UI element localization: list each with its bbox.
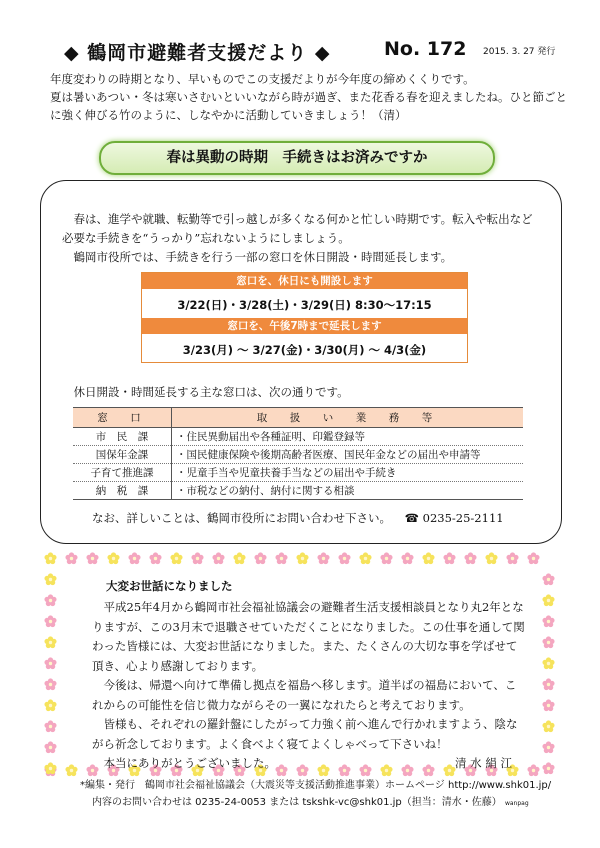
flower-icon <box>338 550 351 563</box>
flower-icon <box>527 762 540 775</box>
thanks-closing: 本当にありがとうございました。 <box>103 756 276 770</box>
intro-line-1: 年度変わりの時期となり、早いものでこの支援だよりが今年度の締めくくりです。 <box>50 72 475 86</box>
intro-text <box>34 70 574 124</box>
issue-date: 2015. 3. 27 発行 <box>483 47 556 57</box>
services-table <box>73 407 523 500</box>
table-cell: 国保年金課 <box>73 446 172 464</box>
issue-number: No. 172 <box>384 38 467 60</box>
flower-icon <box>296 550 309 563</box>
table-header: 取 扱 い 業 務 等 <box>172 408 524 428</box>
thanks-para-4 <box>92 754 526 774</box>
flower-icon <box>422 550 435 563</box>
flower-icon <box>542 760 555 773</box>
table-row <box>73 446 523 464</box>
flower-icon <box>44 676 57 689</box>
flower-icon <box>542 655 555 668</box>
thanks-title: 大変お世話になりました <box>106 579 233 593</box>
thanks-message <box>92 598 526 774</box>
flower-icon <box>542 718 555 731</box>
extend-header: 窓口を、午後7時まで延長します <box>142 318 467 334</box>
footer-line-2 <box>80 794 550 812</box>
table-row <box>73 464 523 482</box>
table-header: 窓 口 <box>73 408 172 428</box>
table-cell: ・住民異動届出や各種証明、印鑑登録等 <box>172 428 524 446</box>
contact-line <box>92 510 552 526</box>
table-cell: 子育て推進課 <box>73 464 172 482</box>
flower-icon <box>401 550 414 563</box>
flower-icon <box>128 550 141 563</box>
thanks-para-2: 今後は、帰還へ向けて準備し拠点を福島へ移します。道半ばの福島において、これからの可能性を信じ微力ながらその一翼になれたらと考えております。 <box>92 678 517 712</box>
flower-icon <box>65 550 78 563</box>
flower-icon <box>527 550 540 563</box>
panel-para-1: 春は、進学や就職、転勤等で引っ越しが多くなる何かと忙しい時期です。転入や転出など必要な手続きを“うっかり”忘れないようにしましょう。 <box>62 212 533 245</box>
flower-icon <box>149 550 162 563</box>
thanks-para-1: 平成25年4月から鶴岡市社会福祉協議会の避難者生活支援相談員となり丸2年となりますが、この3月末で退職させていただくことになりました。この仕事を通して関わった皆様には、大変お世話になりました。また、たくさんの大切な事を学ばせて頂き、心より感謝しております。 <box>92 600 525 673</box>
panel-paragraph-3 <box>62 383 542 402</box>
flower-icon <box>44 718 57 731</box>
thanks-para-3: 皆様も、それぞれの羅針盤にしたがって力強く前へ進んで行かれますよう、陰ながら祈念しております。よく食べよく寝てよくしゃべって下さいね！ <box>92 717 518 751</box>
intro-line-2: 夏は暑いあつい・冬は寒いさむいといいながら時が過ぎ、また花香る春を迎えましたね。ひと節ごとに強く伸びる竹のように、しなやかに活動していきましょう！（清） <box>50 90 568 122</box>
flower-icon <box>542 634 555 647</box>
flower-icon <box>359 550 372 563</box>
flower-icon <box>542 613 555 626</box>
table-cell: ・国民健康保険や後期高齢者医療、国民年金などの届出や申請等 <box>172 446 524 464</box>
holiday-header: 窓口を、休日にも開設します <box>142 273 467 289</box>
flower-icon <box>107 550 120 563</box>
flower-icon <box>86 550 99 563</box>
flower-icon <box>542 676 555 689</box>
panel-para-3: 休日開設・時間延長する主な窓口は、次の通りです。 <box>62 385 349 399</box>
panel-para-2: 鶴岡市役所では、手続きを行う一部の窓口を休日開設・時間延長します。 <box>62 250 453 264</box>
flower-icon <box>44 697 57 710</box>
flower-icon <box>542 697 555 710</box>
footer-contact: 内容のお問い合わせは 0235-24-0053 または tskshk-vc@shk01.jp（担当：清水・佐藤） <box>92 797 502 808</box>
table-cell: ・市税などの納付、納付に関する相談 <box>172 482 524 500</box>
footer-line-1: *編集・発行 鶴岡市社会福祉協議会（大震災等支援活動推進事業）ホームページ http://www.shk01.jp/ <box>80 780 552 791</box>
flower-icon <box>44 739 57 752</box>
flower-icon <box>317 550 330 563</box>
flower-icon <box>170 550 183 563</box>
table-row <box>73 428 523 446</box>
table-cell: 納 税 課 <box>73 482 172 500</box>
flower-icon <box>212 550 225 563</box>
flower-icon <box>542 571 555 584</box>
extend-dates: 3/23(月) 〜 3/27(金)・3/30(月) 〜 4/3(金) <box>182 343 427 357</box>
table-cell: ・児童手当や児童扶養手当などの届出や手続き <box>172 464 524 482</box>
newsletter-title: ◆ 鶴岡市避難者支援だより ◆ <box>64 42 331 64</box>
flower-icon <box>191 550 204 563</box>
section-banner: 春は異動の時期 手続きはお済みですか <box>99 141 495 175</box>
footer-credit: wanpag <box>504 800 529 807</box>
signature: 清 水 絹 江 <box>455 756 512 770</box>
flower-icon <box>485 550 498 563</box>
flower-icon <box>44 613 57 626</box>
flower-icon <box>380 550 393 563</box>
flower-icon <box>542 592 555 605</box>
flower-icon <box>44 592 57 605</box>
flower-icon <box>44 655 57 668</box>
panel-paragraph-1 <box>62 210 542 248</box>
flower-icon <box>542 739 555 752</box>
flower-icon <box>65 762 78 775</box>
flower-icon <box>44 571 57 584</box>
holiday-dates: 3/22(日)・3/28(土)・3/29(日) 8:30〜17:15 <box>177 298 432 312</box>
flower-icon <box>254 550 267 563</box>
flower-icon <box>44 634 57 647</box>
phone-number: ☎ 0235-25-2111 <box>404 511 504 525</box>
flower-icon <box>464 550 477 563</box>
flower-icon <box>44 550 57 563</box>
flower-icon <box>275 550 288 563</box>
contact-text: なお、詳しいことは、鶴岡市役所にお問い合わせ下さい。 <box>92 511 391 525</box>
office-hours-box <box>141 272 468 363</box>
table-row <box>73 482 523 500</box>
panel-paragraph-2 <box>62 248 542 267</box>
footer <box>80 777 550 812</box>
flower-icon <box>233 550 246 563</box>
table-header-row <box>73 408 523 428</box>
flower-icon <box>443 550 456 563</box>
flower-icon <box>506 550 519 563</box>
table-cell: 市 民 課 <box>73 428 172 446</box>
flower-icon <box>44 760 57 773</box>
